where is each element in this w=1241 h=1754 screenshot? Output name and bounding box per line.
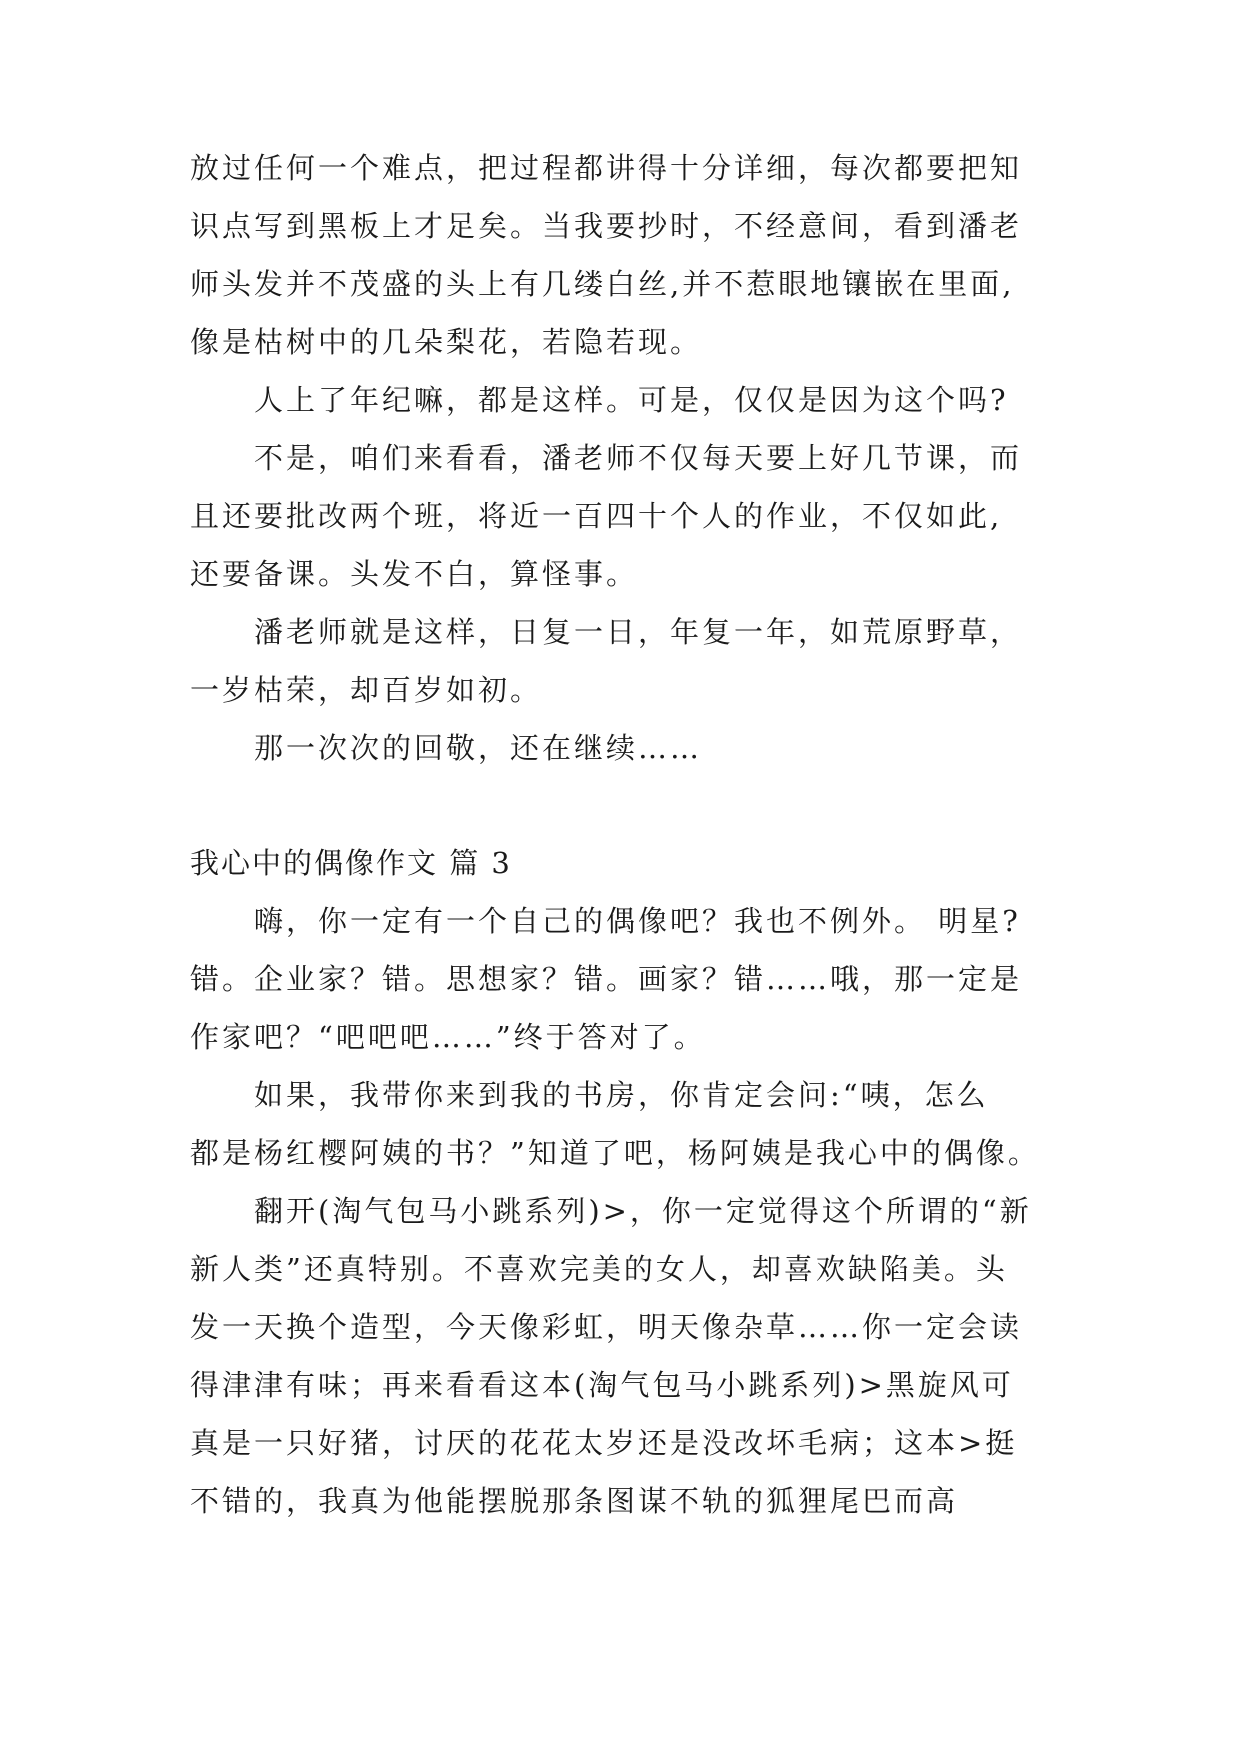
paragraph-line: 一岁枯荣，却百岁如初。: [190, 673, 543, 707]
paragraph-line: 还要备课。头发不白，算怪事。: [190, 557, 639, 591]
paragraph-line: 错。企业家？错。思想家？错。画家？错……哦，那一定是: [190, 962, 1023, 996]
paragraph-line: 潘老师就是这样，日复一日，年复一年，如荒原野草，: [254, 615, 1023, 649]
paragraph-line: 真是一只好猪，讨厌的花花太岁还是没改坏毛病；这本>挺: [190, 1426, 1018, 1460]
paragraph-line: 得津津有味；再来看看这本(淘气包马小跳系列)>黑旋风可: [190, 1368, 1014, 1402]
paragraph-line: 发一天换个造型，今天像彩虹，明天像杂草……你一定会读: [190, 1310, 1023, 1344]
paragraph-line: 识点写到黑板上才足矣。当我要抄时，不经意间，看到潘老: [190, 209, 1023, 243]
paragraph-line: 嗨，你一定有一个自己的偶像吧？我也不例外。 明星?: [254, 904, 1021, 938]
paragraph-line: 如果，我带你来到我的书房，你肯定会问:“咦，怎么: [254, 1078, 989, 1112]
paragraph-line: 人上了年纪嘛，都是这样。可是，仅仅是因为这个吗?: [254, 383, 1009, 417]
paragraph-line: 且还要批改两个班，将近一百四十个人的作业，不仅如此,: [190, 499, 1003, 533]
paragraph-line: 不错的，我真为他能摆脱那条图谋不轨的狐狸尾巴而高: [190, 1484, 959, 1518]
paragraph-line: 新人类”还真特别。不喜欢完美的女人，却喜欢缺陷美。头: [190, 1252, 1008, 1286]
paragraph-line: 翻开(淘气包马小跳系列)>，你一定觉得这个所谓的“新: [254, 1194, 1032, 1228]
paragraph-line: 那一次次的回敬，还在继续……: [254, 731, 703, 765]
paragraph-line: 作家吧？“吧吧吧……”终于答对了。: [190, 1020, 706, 1054]
paragraph-line: 像是枯树中的几朵梨花，若隐若现。: [190, 325, 703, 359]
paragraph-line: 师头发并不茂盛的头上有几缕白丝,并不惹眼地镶嵌在里面,: [190, 267, 1015, 301]
paragraph-line: 放过任何一个难点，把过程都讲得十分详细，每次都要把知: [190, 151, 1023, 185]
paragraph-line: 都是杨红樱阿姨的书？”知道了吧，杨阿姨是我心中的偶像。: [190, 1136, 1040, 1170]
paragraph-line: 不是，咱们来看看，潘老师不仅每天要上好几节课，而: [254, 441, 1023, 475]
section-title: 我心中的偶像作文 篇 3: [190, 846, 512, 880]
